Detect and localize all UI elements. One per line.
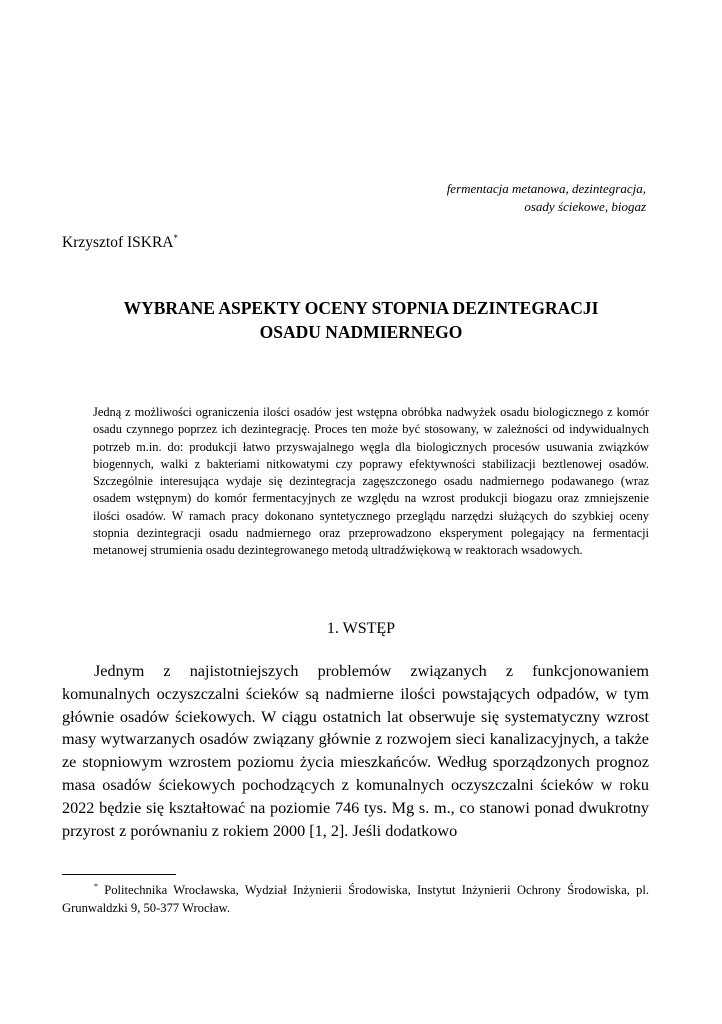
body-paragraph: Jednym z najistotniejszych problemów związanych z funkcjonowaniem komunalnych oczyszczalni ścieków są nadmierne ilości powstających odpadów, w tym głównie osadów ściekowych. W ciągu ostatnich lat obserwuje się systematyczny wzrost masy wytwarzanych osadów związany głównie z rozwojem sieci kanalizacyjnych, a także ze stopniowym wzrostem poziomu życia mieszkańców. Według sporządzonych prognoz masa osadów ściekowych pochodzących z komunalnych oczyszczalni ścieków w roku 2022 będzie się kształtować na poziomie 746 tys. Mg s. m., co stanowi ponad dwukrotny przyrost z porównaniu z rokiem 2000 [1, 2]. Jeśli dodatkowo: [62, 662, 649, 840]
keywords-line-2: osady ściekowe, biogaz: [524, 199, 646, 214]
footnote-divider: [62, 874, 176, 875]
footnote-mark: *: [94, 881, 98, 891]
paper-title: [62, 296, 660, 344]
abstract: Jedną z możliwości ograniczenia ilości osadów jest wstępna obróbka nadwyżek osadu biologicznego z komór osadu czynnego poprzez ich dezintegrację. Proces ten może być stosowany, w zależności od indywidualnych potrzeb m.in. do: produkcji łatwo przyswajalnego węgla dla biologicznych procesów usuwania związków biogennych, walki z bakteriami nitkowatymi czy poprawy efektywności stabilizacji beztlenowej osadów. Szczególnie interesująca wydaje się dezintegracja zagęszczonego osadu nadmiernego podawanego (wraz osadem wstępnym) do komór fermentacyjnych ze względu na wzrost produkcji biogazu oraz zmniejszenie ilości osadów. W ramach pracy dokonano syntetycznego przeglądu narzędzi służących do szybkiej oceny stopnia dezintegracji osadu nadmiernego oraz przeprowadzono eksperyment polegający na fermentacji metanowej strumienia osadu dezintegrowanego metodą ultradźwiękową w reaktorach wsadowych.: [93, 405, 649, 558]
author-footnote-mark: *: [173, 232, 178, 243]
paper-title-line-2: OSADU NADMIERNEGO: [259, 322, 463, 342]
author-name: Krzysztof ISKRA: [62, 234, 174, 251]
author: [62, 234, 178, 252]
footnote: [62, 882, 649, 917]
section-heading: 1. WSTĘP: [326, 620, 396, 637]
keywords-line-1: fermentacja metanowa, dezintegracja,: [446, 181, 646, 196]
keywords: [286, 180, 646, 216]
paper-title-line-1: WYBRANE ASPEKTY OCENY STOPNIA DEZINTEGRACJI: [123, 298, 599, 318]
footnote-text: Politechnika Wrocławska, Wydział Inżynierii Środowiska, Instytut Inżynierii Ochrony Środowiska, pl. Grunwaldzki 9, 50-377 Wrocław.: [62, 883, 649, 915]
